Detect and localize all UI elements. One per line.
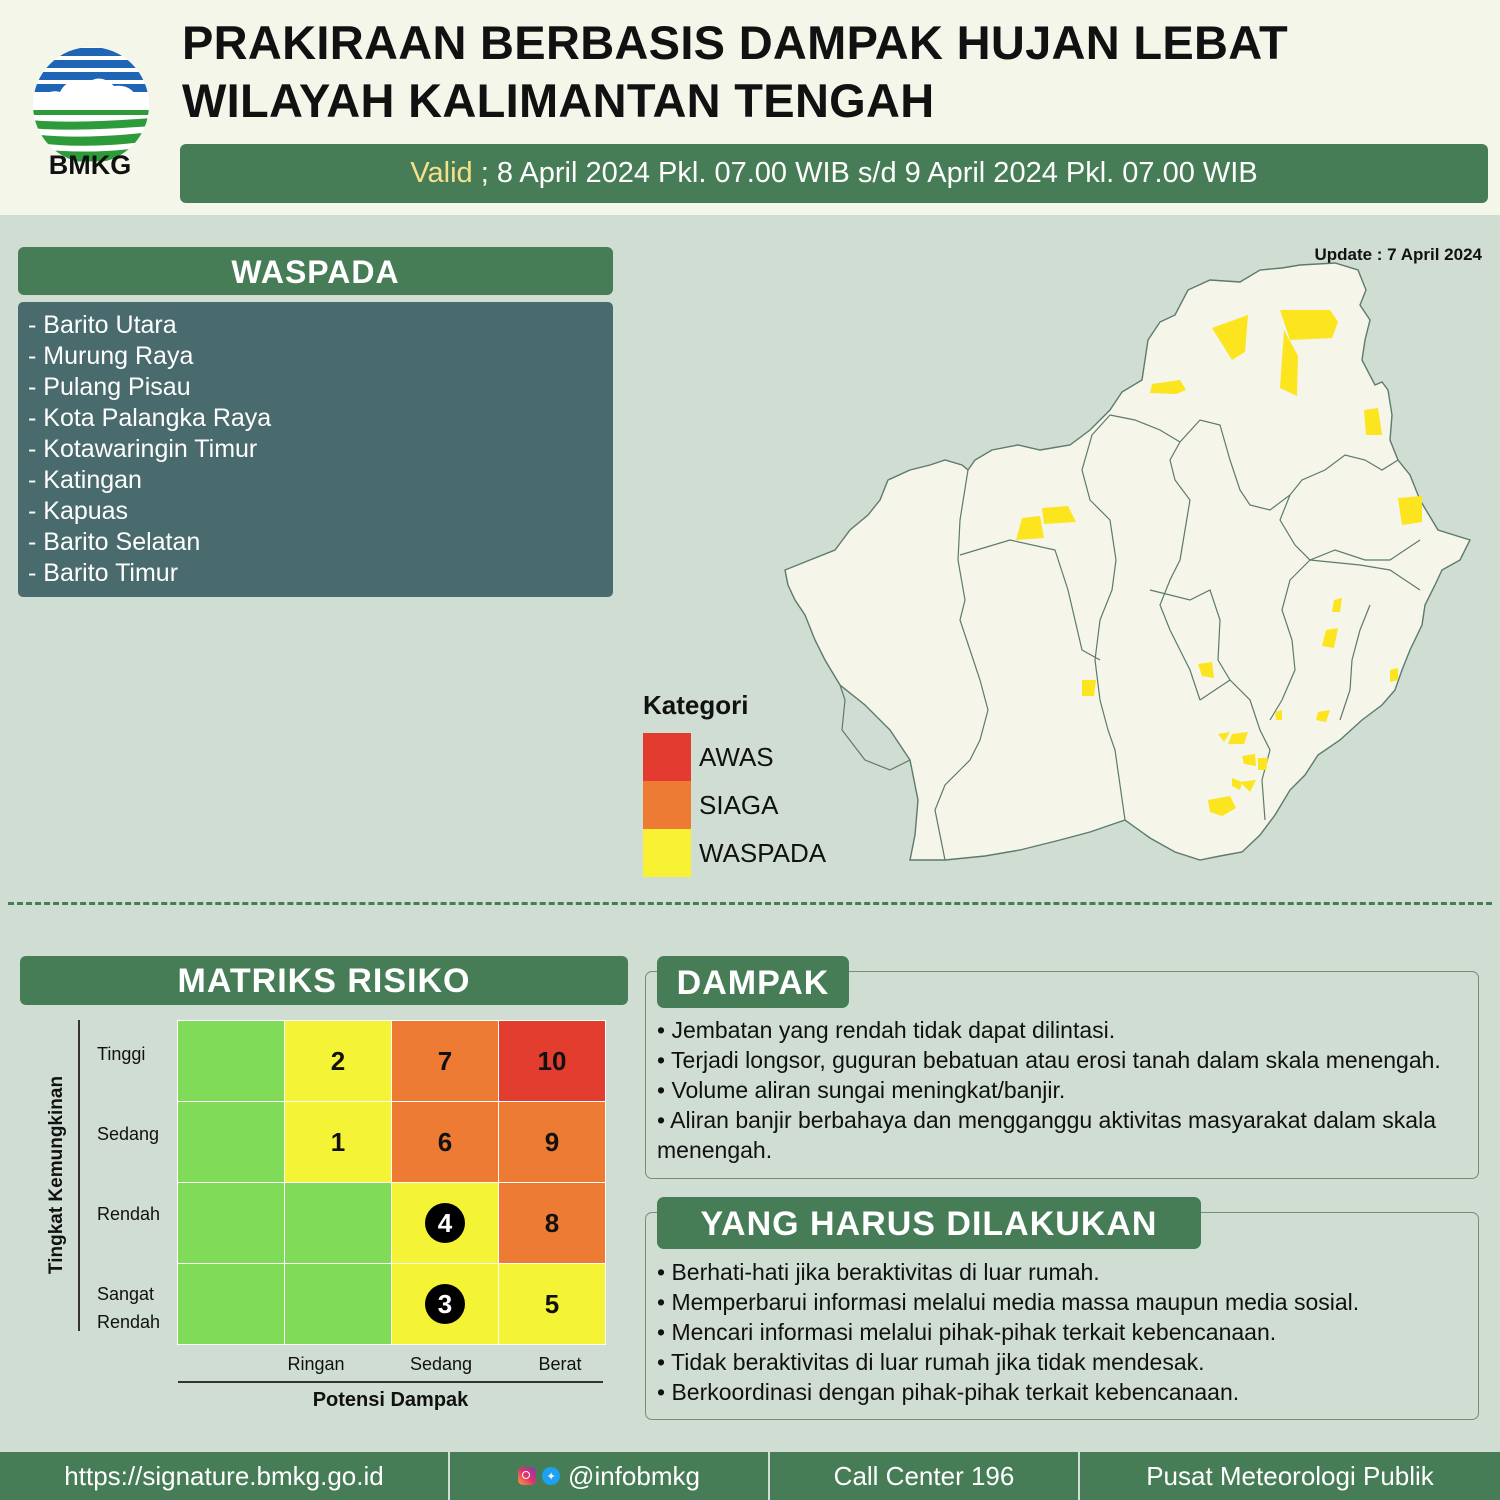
- matrix-cell: [392, 1183, 498, 1263]
- matrix-cell: [285, 1021, 391, 1101]
- matrix-cell-value: 1: [330, 1126, 346, 1157]
- matrix-cell-value: 4: [425, 1203, 465, 1243]
- waspada-region-item: - Murung Raya: [28, 342, 194, 370]
- legend-item-waspada: [643, 829, 826, 877]
- matrix-cell: [499, 1264, 605, 1344]
- footer-org: Pusat Meteorologi Publik: [1146, 1460, 1434, 1491]
- matrix-cell: [178, 1264, 284, 1344]
- dampak-item: • Terjadi longsor, guguran bebatuan atau erosi tanah dalam skala menengah.: [657, 1047, 1441, 1073]
- section-divider: [8, 902, 1492, 905]
- matrix-cell: [392, 1264, 498, 1344]
- matrix-x-axis-line: [178, 1381, 603, 1383]
- waspada-region-item: - Barito Selatan: [28, 528, 201, 556]
- matrix-x-axis-label: Potensi Dampak: [312, 1389, 469, 1411]
- matrix-cell: [499, 1102, 605, 1182]
- waspada-region-item: - Kotawaringin Timur: [28, 435, 258, 463]
- matrix-cell: [178, 1102, 284, 1182]
- footer-call-center: Call Center 196: [770, 1452, 1080, 1500]
- social-icons: [518, 1467, 560, 1485]
- update-date: Update : 7 April 2024: [1314, 245, 1482, 264]
- waspada-region-list: [18, 302, 613, 597]
- matrix-cell: [392, 1021, 498, 1101]
- legend-swatch-awas: [643, 733, 691, 781]
- waspada-region-item: - Katingan: [28, 466, 142, 494]
- matrix-column-label: Ringan: [287, 1354, 345, 1374]
- dampak-list: [657, 1015, 1472, 1165]
- legend-title: Kategori: [643, 690, 749, 720]
- footer-social[interactable]: [450, 1452, 770, 1500]
- header: [0, 0, 1500, 215]
- dampak-item: • Jembatan yang rendah tidak dapat dilintasi.: [657, 1017, 1116, 1043]
- action-item: • Tidak beraktivitas di luar rumah jika tidak mendesak.: [657, 1349, 1205, 1375]
- waspada-region-item: - Kota Palangka Raya: [28, 404, 272, 432]
- matrix-cell: [178, 1021, 284, 1101]
- matrix-row-label: Rendah: [97, 1204, 161, 1224]
- matrix-cell-value: 8: [544, 1207, 560, 1238]
- legend-item-awas: [643, 733, 826, 781]
- logo-text: BMKG: [48, 150, 132, 180]
- matrix-column-label: Sedang: [409, 1354, 473, 1374]
- action-item: • Berhati-hati jika beraktivitas di luar rumah.: [657, 1259, 1100, 1285]
- matrix-row-label: Sangat Rendah: [97, 1284, 161, 1332]
- matrix-cell: [285, 1264, 391, 1344]
- legend-label-siaga: SIAGA: [699, 789, 779, 820]
- page-title: [182, 14, 1288, 130]
- legend-item-siaga: [643, 781, 826, 829]
- map-legend: [643, 690, 826, 877]
- matrix-cell: [285, 1102, 391, 1182]
- matrix-cell-value: 6: [437, 1126, 453, 1157]
- legend-label-awas: AWAS: [699, 741, 774, 772]
- twitter-icon: ✦: [542, 1467, 560, 1485]
- matrix-cell-value: 2: [330, 1045, 346, 1076]
- waspada-region-item: - Barito Timur: [28, 559, 179, 587]
- legend-label-waspada: WASPADA: [699, 837, 827, 868]
- actions-list: [657, 1257, 1472, 1407]
- matrix-row-label: Tinggi: [97, 1044, 146, 1064]
- title-line-2: WILAYAH KALIMANTAN TENGAH: [182, 74, 935, 127]
- waspada-region-item: - Barito Utara: [28, 311, 177, 339]
- action-item: • Memperbarui informasi melalui media massa maupun media sosial.: [657, 1289, 1360, 1315]
- valid-period-text: ; 8 April 2024 Pkl. 07.00 WIB s/d 9 April 2024 Pkl. 07.00 WIB: [472, 157, 1258, 189]
- dampak-heading: DAMPAK: [657, 956, 849, 1008]
- waspada-region-item: - Kapuas: [28, 497, 129, 525]
- matrix-cell: [285, 1183, 391, 1263]
- matrix-cell-value: 10: [537, 1045, 567, 1076]
- actions-heading: YANG HARUS DILAKUKAN: [657, 1197, 1201, 1249]
- valid-label: Valid: [410, 157, 473, 189]
- kalteng-map: [770, 260, 1490, 870]
- valid-period-bar: [180, 144, 1488, 203]
- title-line-1: PRAKIRAAN BERBASIS DAMPAK HUJAN LEBAT: [182, 16, 1289, 69]
- risk-matrix-grid: [178, 1021, 603, 1341]
- matrix-cell: [499, 1183, 605, 1263]
- matrix-heading: MATRIKS RISIKO: [20, 956, 628, 1005]
- footer-social-handle: @infobmkg: [568, 1460, 700, 1491]
- matrix-cell: [392, 1102, 498, 1182]
- matrix-cell-value: 5: [544, 1288, 560, 1319]
- dampak-item: • Volume aliran sungai meningkat/banjir.: [657, 1077, 1066, 1103]
- waspada-heading: WASPADA: [18, 247, 613, 295]
- instagram-icon: [518, 1467, 536, 1485]
- dampak-item: • Aliran banjir berbahaya dan mengganggu aktivitas masyarakat dalam skala menengah.: [657, 1107, 1437, 1163]
- action-item: • Mencari informasi melalui pihak-pihak terkait kebencanaan.: [657, 1319, 1277, 1345]
- legend-swatch-siaga: [643, 781, 691, 829]
- matrix-row-label: Sedang: [97, 1124, 160, 1144]
- matrix-y-axis-label: Tingkat Kemungkinan: [46, 1075, 67, 1275]
- action-item: • Berkoordinasi dengan pihak-pihak terkait kebencanaan.: [657, 1379, 1240, 1405]
- matrix-cell-value: 7: [437, 1045, 453, 1076]
- province-land: [785, 263, 1470, 860]
- matrix-cell-value: 9: [544, 1126, 560, 1157]
- waspada-region-item: - Pulang Pisau: [28, 373, 191, 401]
- matrix-cell: [499, 1021, 605, 1101]
- matrix-cell-value: 3: [425, 1284, 465, 1324]
- footer-website-link[interactable]: https://signature.bmkg.go.id: [0, 1452, 450, 1500]
- matrix-column-label: Berat: [538, 1354, 582, 1374]
- footer: [0, 1452, 1500, 1500]
- matrix-y-axis-line: [78, 1020, 80, 1331]
- legend-swatch-waspada: [643, 829, 691, 877]
- matrix-cell: [178, 1183, 284, 1263]
